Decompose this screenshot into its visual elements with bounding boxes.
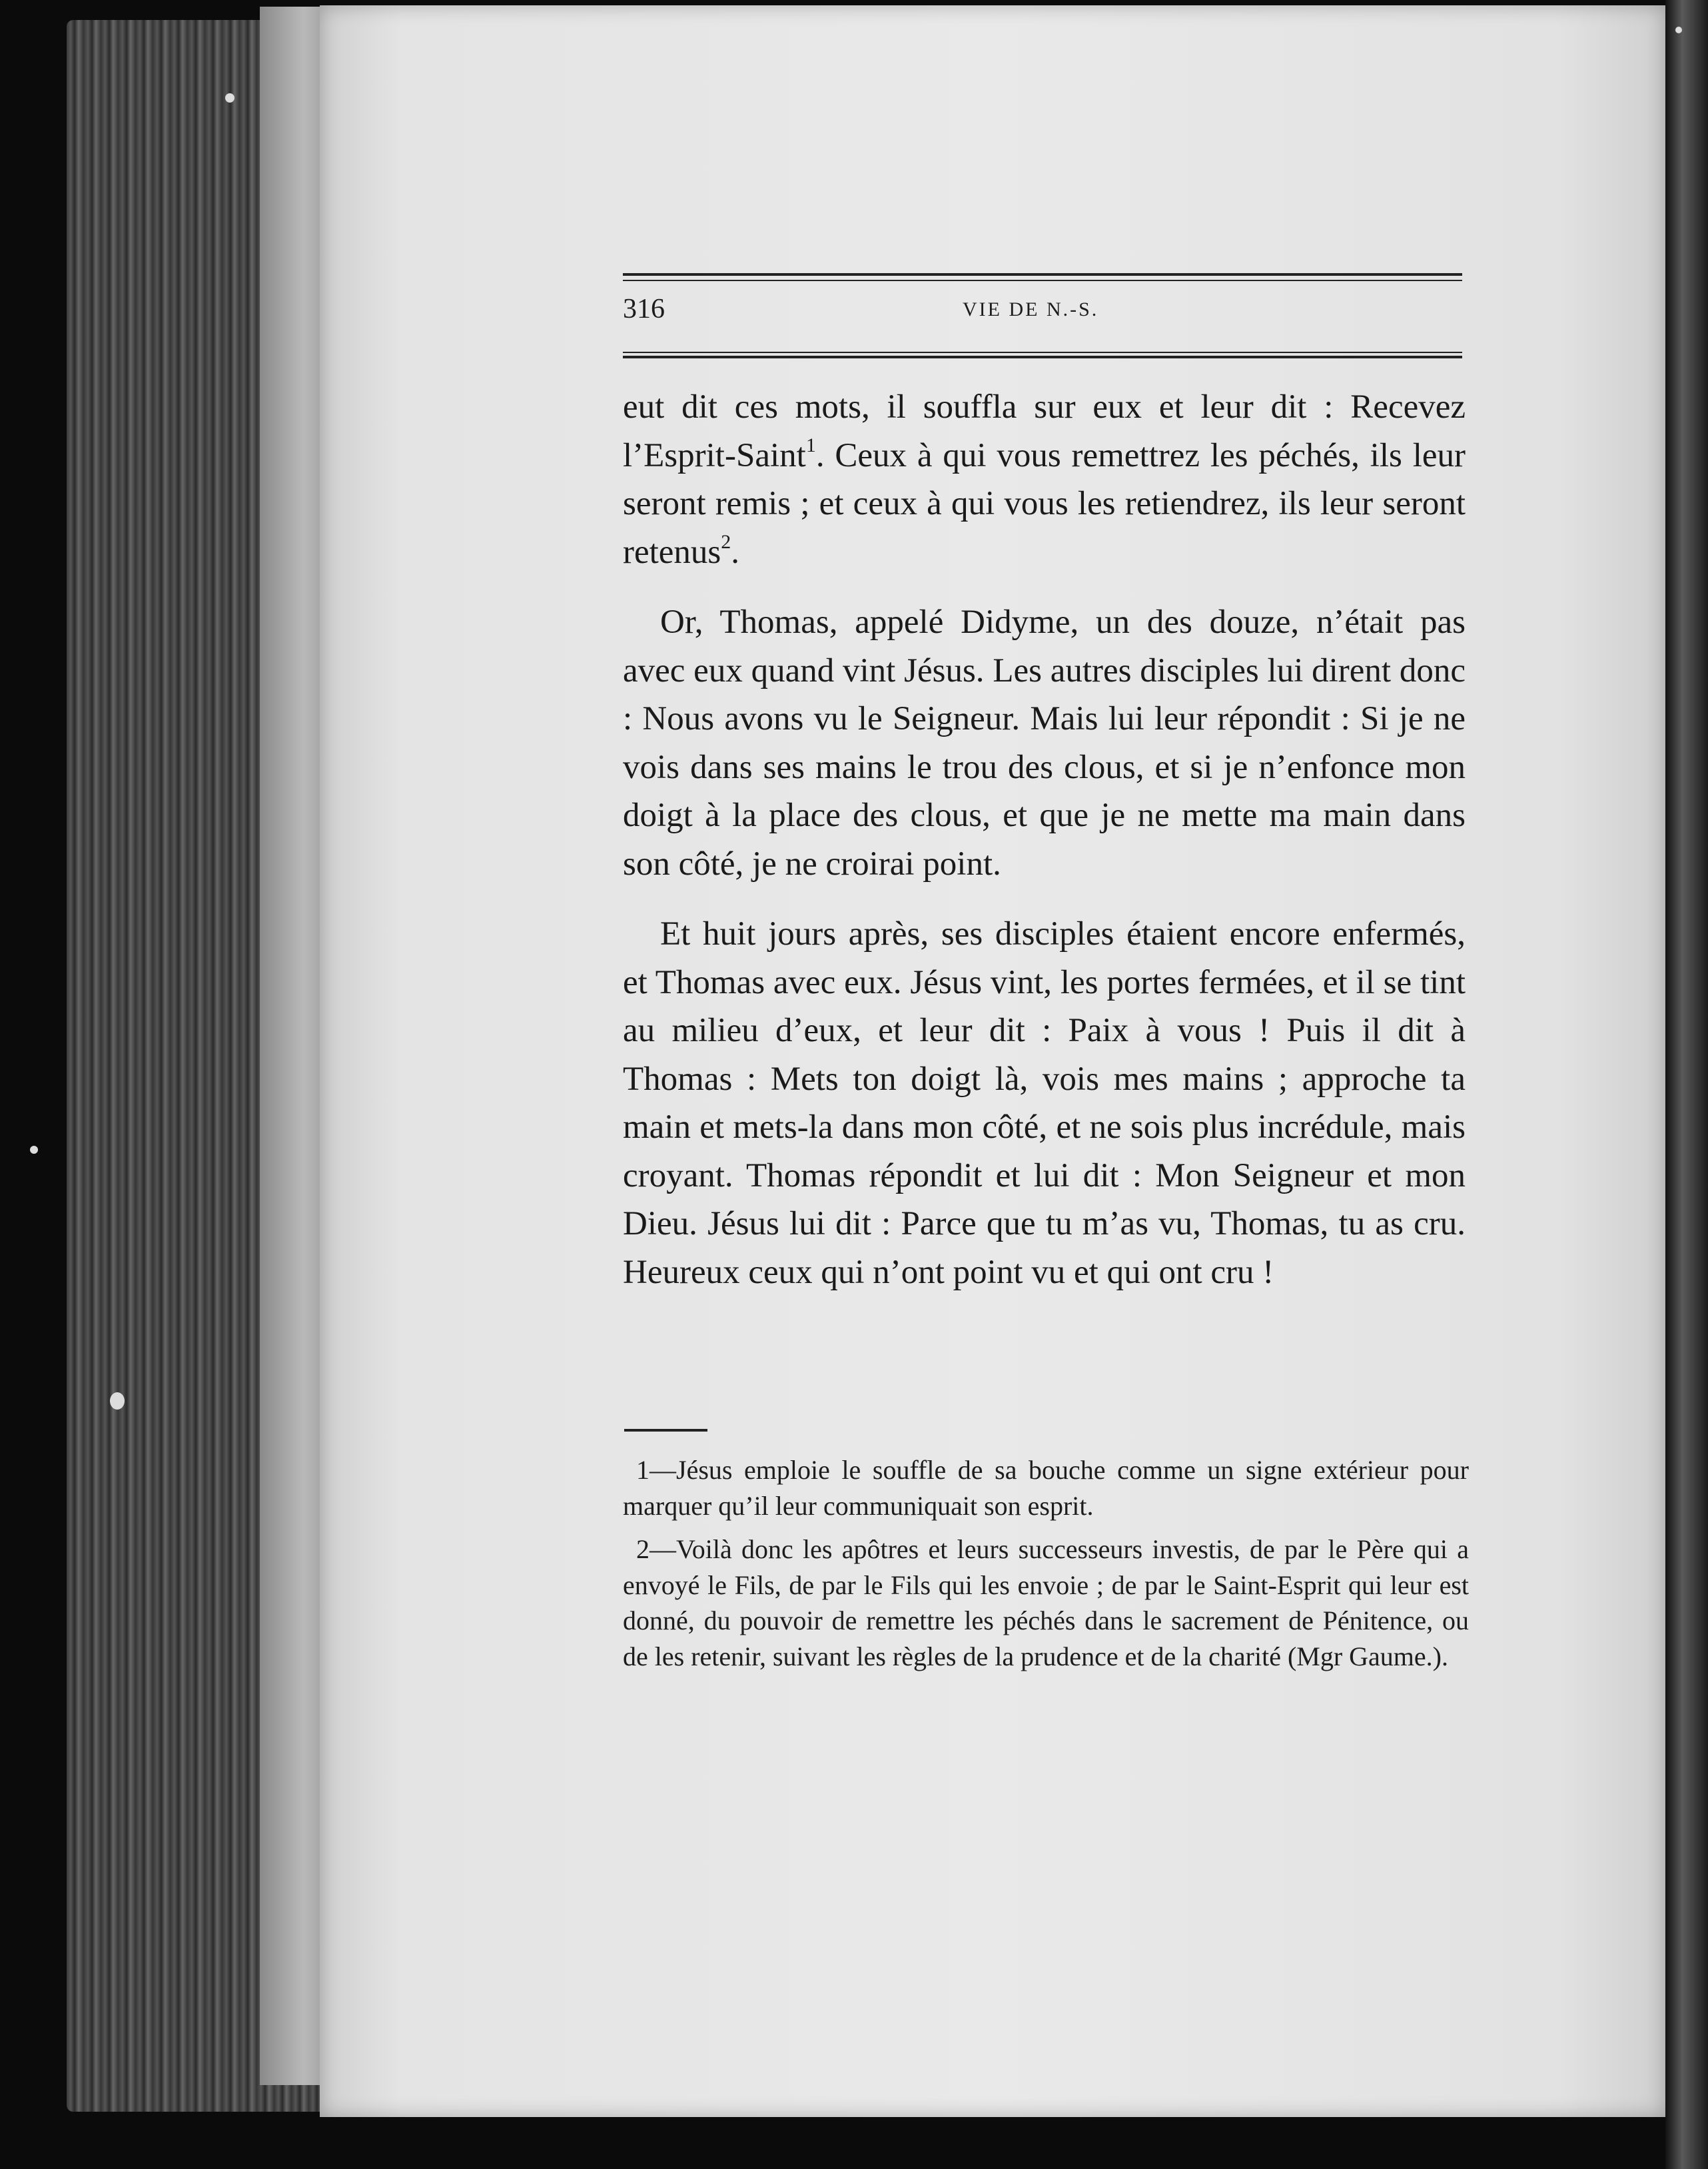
header-rule-bottom — [623, 356, 1462, 358]
paragraph-2: Or, Thomas, appelé Didyme, un des douze, n’était pas avec eux quand vint Jésus. Les autres disciples lui dirent donc : Nous avons vu le Seigneur. Mais lui leur répondit : Si je ne vois dans ses mains le trou des clous, et si je n’enfonce mon doigt à la place des clous, et que je ne mette ma main dans son côté, je ne croirai point. — [623, 604, 1466, 883]
footnotes — [623, 1452, 1469, 1682]
header-rule-bottom-thin — [623, 352, 1462, 353]
page-number: 316 — [623, 294, 665, 324]
footnote-2: 2—Voilà donc les apôtres et leurs successeurs investis, de par le Père qui a envoyé le Fils, de par le Fils qui les envoie ; de par le Saint-Esprit qui leur est donné, du pouvoir de remettre les péchés dans le sacrement de Pénitence, ou de les retenir, suivant les règles de la prudence et de la charité (Mgr Gaume.). — [623, 1534, 1469, 1671]
scan-speck — [30, 1146, 38, 1154]
footnote-1: 1—Jésus emploie le souffle de sa bouche comme un signe extérieur pour marquer qu’il leur communiquait son esprit. — [623, 1455, 1469, 1521]
paragraph-1 — [623, 383, 1466, 576]
paragraph-3: Et huit jours après, ses disciples étaient encore enfermés, et Thomas avec eux. Jésus vint, les portes fermées, et il se tint au milieu d’eux, et leur dit : Paix à vous ! Puis il dit à Thomas : Mets ton doigt là, vois mes mains ; approche ta main et mets-la dans mon côté, et ne sois plus incrédule, mais croyant. Thomas répondit et lui dit : Mon Seigneur et mon Dieu. Jésus lui dit : Parce que tu m’as vu, Thomas, tu as cru. Heureux ceux qui n’ont point vu et qui ont cru ! — [623, 915, 1466, 1291]
footnote-separator — [624, 1429, 707, 1432]
footnote-ref-2: 2 — [721, 530, 731, 553]
running-head — [623, 293, 1462, 333]
facing-page-edge — [1665, 0, 1708, 2169]
header-rule-top-thin — [623, 280, 1462, 281]
scan-speck — [1675, 27, 1682, 33]
scan-speck — [225, 93, 234, 103]
paragraph-1-middle: . Ceux à qui vous remettrez les péchés, ils leur seront remis ; et ceux à qui vous les retiendrez, ils leur seront retenus — [623, 436, 1466, 571]
paragraph-1-start: eut dit ces mots, il souffla sur eux et leur dit : Recevez l’Esprit-Saint — [623, 388, 1466, 474]
body-text — [623, 383, 1466, 1296]
scan-speck — [110, 1392, 125, 1410]
paragraph-1-end: . — [731, 533, 740, 571]
footnote-ref-1: 1 — [805, 434, 816, 456]
header-rule-top — [623, 273, 1462, 276]
running-title: VIE DE N.-S. — [963, 298, 1099, 320]
